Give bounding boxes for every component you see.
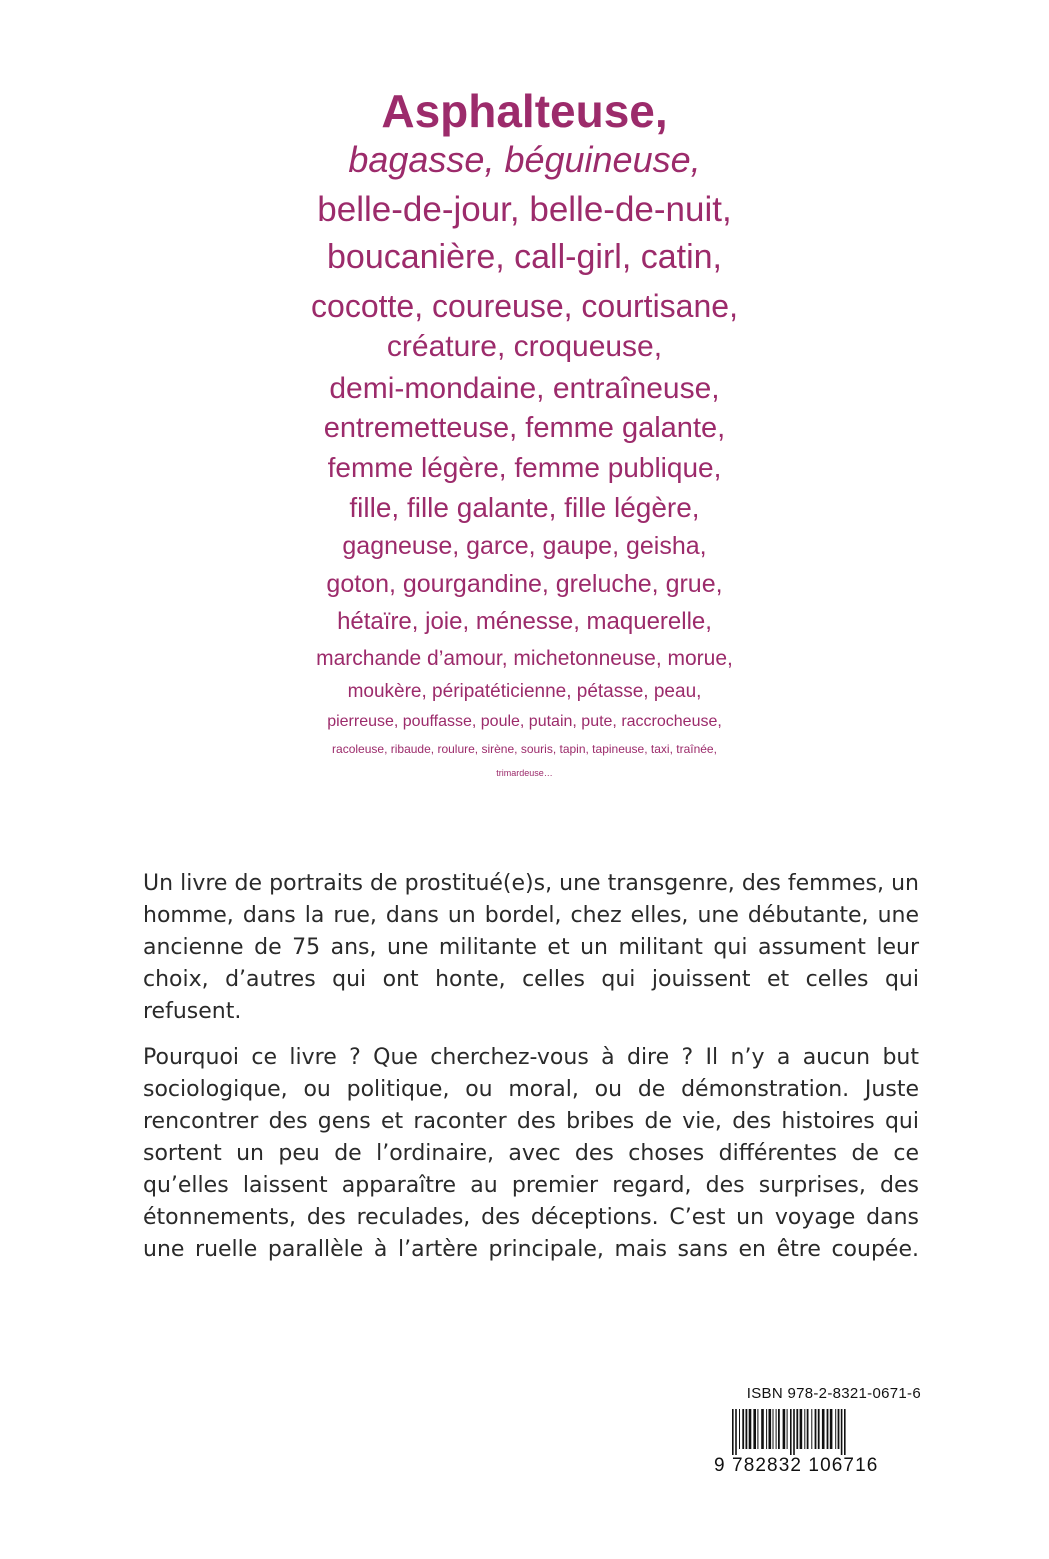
cloud-line: demi-mondaine, entraîneuse, [329,372,720,405]
synonym-word-cloud [0,85,1049,783]
barcode-bar [739,1409,740,1449]
barcode-bar [796,1409,798,1449]
barcode-bar [783,1409,786,1449]
barcode-bar [766,1409,767,1449]
barcode-bar [818,1409,820,1449]
blurb-paragraph: Pourquoi ce livre ? Que cherchez-vous à dire ? Il n’y a aucun but sociologique, ou politique, ou moral, ou de démonstration. Juste rencontrer des gens et raconter des bribes de vie, des histoires qui sortent un peu de l’ordinaire, avec des choses différentes de ce qu’elles laissent apparaître au premier regard, des surprises, des étonnements, des reculades, des déceptions. C’est un voyage dans une ruelle parallèle à l’artère principale, mais sans en être coupée. [143,1045,919,1262]
barcode-bar [753,1409,756,1449]
barcode-bar [746,1409,748,1449]
barcode-bar [735,1409,737,1455]
cloud-line: entremetteuse, femme galante, [323,412,726,444]
barcode-bar [804,1409,805,1449]
barcode-bar [811,1409,812,1449]
barcode-bar [807,1409,809,1449]
barcode-bar [841,1409,843,1455]
barcode-bar [844,1409,846,1455]
barcode-bar [776,1409,777,1449]
cloud-line: racoleuse, ribaude, roulure, sirène, souris, tapin, tapineuse, taxi, traînée, [332,742,717,756]
cloud-line: cocotte, coureuse, courtisane, [311,288,738,324]
back-cover-blurb [143,868,919,1266]
isbn-barcode [710,1385,925,1475]
cloud-line: moukère, péripatéticienne, pétasse, peau, [347,681,702,702]
barcode-bar [827,1409,829,1449]
barcode-bar [800,1409,803,1449]
cloud-line: fille, fille galante, fille légère, [349,492,700,523]
barcode-bar [732,1409,734,1455]
blurb-paragraph: Un livre de portraits de prostitué(e)s, une transgenre, des femmes, un homme, dans la rue, dans un bordel, chez elles, une débutante, une ancienne de 75 ans, une militante et un militant qui assument leur choix, d’autres qui ont honte, celles qui jouissent et celles qui refusent. [143,871,919,1024]
barcode-bar [749,1409,752,1449]
barcode-bar [773,1409,774,1449]
cloud-line: femme légère, femme publique, [327,452,722,483]
cloud-line: trimardeuse… [496,768,553,778]
barcode-bar [793,1409,795,1455]
barcode-bar [790,1409,792,1455]
cloud-line: gagneuse, garce, gaupe, geisha, [342,532,707,560]
barcode-bar [761,1409,764,1449]
barcode-bars [732,1409,922,1455]
cloud-line: créature, croqueuse, [386,330,663,363]
cloud-line: hétaïre, joie, ménesse, maquerelle, [337,608,712,635]
cloud-line: goton, gourgandine, greluche, grue, [326,570,723,598]
barcode-bar [787,1409,788,1449]
barcode-bar [822,1409,825,1449]
barcode-bar [838,1409,840,1449]
barcode-bar [778,1409,780,1449]
barcode-bar [830,1409,833,1449]
cloud-line: belle-de-jour, belle-de-nuit, [317,190,732,229]
barcode-bar [757,1409,758,1449]
isbn-label: ISBN 978-2-8321-0671-6 [746,1385,921,1402]
cloud-line: boucanière, call-girl, catin, [327,238,722,276]
barcode-digits: 9 782832 106716 [714,1455,879,1476]
cloud-title: Asphalteuse, [381,85,668,137]
cloud-line: bagasse, béguineuse, [348,139,701,180]
barcode-bar [815,1409,817,1449]
cloud-line: marchande d’amour, michetonneuse, morue, [316,647,733,670]
barcode-bar [742,1409,744,1449]
barcode-bar [835,1409,836,1449]
barcode-bar [769,1409,772,1449]
cloud-line: pierreuse, pouffasse, poule, putain, pute, raccrocheuse, [327,713,722,730]
